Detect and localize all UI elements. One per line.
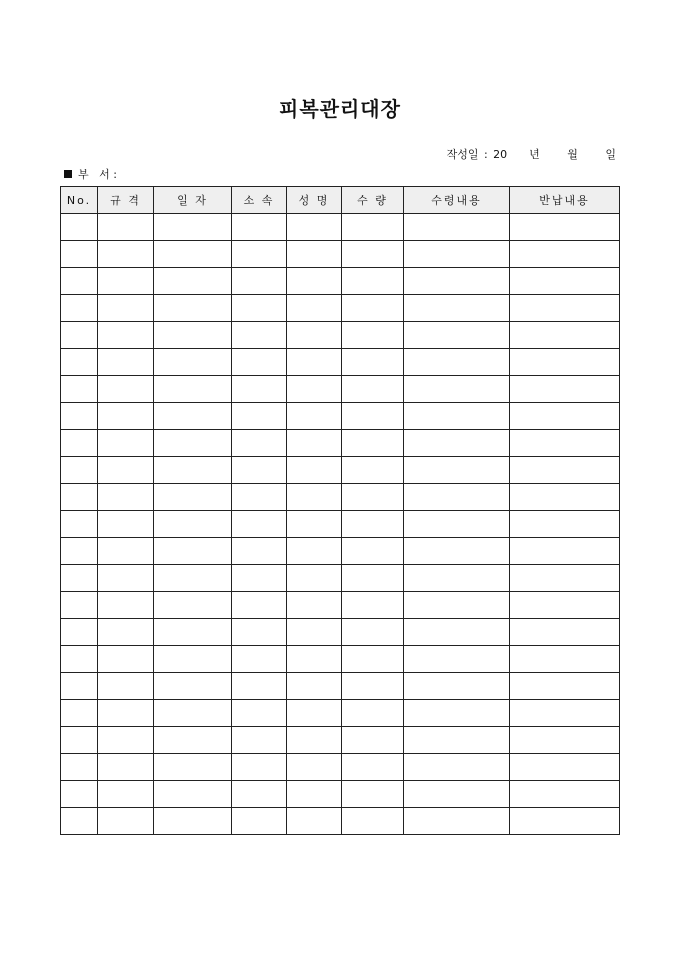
table-cell[interactable] <box>287 295 342 322</box>
table-cell[interactable] <box>232 511 287 538</box>
table-cell[interactable] <box>154 430 232 457</box>
table-row <box>61 322 620 349</box>
table-cell[interactable] <box>98 808 154 835</box>
table-cell[interactable] <box>61 646 98 673</box>
table-cell[interactable] <box>510 457 620 484</box>
table-cell[interactable] <box>404 349 510 376</box>
table-cell[interactable] <box>404 619 510 646</box>
table-cell[interactable] <box>154 511 232 538</box>
table-cell[interactable] <box>61 268 98 295</box>
square-bullet-icon <box>64 170 72 178</box>
table-cell[interactable] <box>154 646 232 673</box>
table-cell[interactable] <box>342 241 404 268</box>
table-cell[interactable] <box>510 241 620 268</box>
table-cell[interactable] <box>61 403 98 430</box>
table-cell[interactable] <box>154 349 232 376</box>
table-cell[interactable] <box>510 295 620 322</box>
table-cell[interactable] <box>154 322 232 349</box>
table-cell[interactable] <box>404 430 510 457</box>
table-cell[interactable] <box>342 592 404 619</box>
table-cell[interactable] <box>404 538 510 565</box>
table-cell[interactable] <box>61 808 98 835</box>
table-row <box>61 565 620 592</box>
table-cell[interactable] <box>404 727 510 754</box>
table-row <box>61 592 620 619</box>
table-cell[interactable] <box>342 565 404 592</box>
table-cell[interactable] <box>98 727 154 754</box>
table-cell[interactable] <box>232 322 287 349</box>
table-cell[interactable] <box>510 403 620 430</box>
table-cell[interactable] <box>510 808 620 835</box>
table-cell[interactable] <box>510 754 620 781</box>
table-cell[interactable] <box>61 538 98 565</box>
table-cell[interactable] <box>61 754 98 781</box>
table-cell[interactable] <box>154 592 232 619</box>
header-quantity: 수 량 <box>342 187 404 214</box>
table-cell[interactable] <box>342 673 404 700</box>
table-cell[interactable] <box>232 214 287 241</box>
table-cell[interactable] <box>98 457 154 484</box>
table-cell[interactable] <box>342 214 404 241</box>
table-cell[interactable] <box>61 430 98 457</box>
header-row <box>61 187 620 214</box>
table-cell[interactable] <box>154 754 232 781</box>
table-row <box>61 619 620 646</box>
table-cell[interactable] <box>287 322 342 349</box>
table-cell[interactable] <box>98 484 154 511</box>
table-cell[interactable] <box>287 619 342 646</box>
table-cell[interactable] <box>61 295 98 322</box>
table-row <box>61 646 620 673</box>
table-cell[interactable] <box>232 295 287 322</box>
table-cell[interactable] <box>154 268 232 295</box>
table-cell[interactable] <box>98 673 154 700</box>
table-cell[interactable] <box>61 484 98 511</box>
table-cell[interactable] <box>510 376 620 403</box>
table-cell[interactable] <box>510 619 620 646</box>
table-cell[interactable] <box>61 511 98 538</box>
table-cell[interactable] <box>61 376 98 403</box>
table-cell[interactable] <box>287 565 342 592</box>
table-cell[interactable] <box>342 268 404 295</box>
table-cell[interactable] <box>404 700 510 727</box>
table-row <box>61 781 620 808</box>
table-cell[interactable] <box>510 268 620 295</box>
table-cell[interactable] <box>154 673 232 700</box>
table-cell[interactable] <box>342 322 404 349</box>
table-cell[interactable] <box>287 457 342 484</box>
table-cell[interactable] <box>287 538 342 565</box>
table-cell[interactable] <box>510 214 620 241</box>
table-cell[interactable] <box>232 376 287 403</box>
header-received: 수령내용 <box>404 187 510 214</box>
table-cell[interactable] <box>232 781 287 808</box>
table-row <box>61 376 620 403</box>
table-row <box>61 511 620 538</box>
table-cell[interactable] <box>232 457 287 484</box>
table-cell[interactable] <box>342 457 404 484</box>
table-cell[interactable] <box>510 700 620 727</box>
table-cell[interactable] <box>510 565 620 592</box>
table-cell[interactable] <box>404 592 510 619</box>
table-cell[interactable] <box>154 241 232 268</box>
table-cell[interactable] <box>98 754 154 781</box>
table-cell[interactable] <box>61 349 98 376</box>
table-row <box>61 349 620 376</box>
table-cell[interactable] <box>342 430 404 457</box>
table-cell[interactable] <box>154 565 232 592</box>
table-cell[interactable] <box>98 511 154 538</box>
table-cell[interactable] <box>98 214 154 241</box>
table-cell[interactable] <box>98 592 154 619</box>
table-cell[interactable] <box>98 646 154 673</box>
table-cell[interactable] <box>287 268 342 295</box>
table-row <box>61 214 620 241</box>
table-cell[interactable] <box>287 403 342 430</box>
table-cell[interactable] <box>61 457 98 484</box>
table-cell[interactable] <box>342 727 404 754</box>
table-cell[interactable] <box>232 241 287 268</box>
table-cell[interactable] <box>510 538 620 565</box>
table-cell[interactable] <box>154 484 232 511</box>
table-cell[interactable] <box>287 754 342 781</box>
table-cell[interactable] <box>154 295 232 322</box>
table-cell[interactable] <box>287 700 342 727</box>
table-cell[interactable] <box>232 430 287 457</box>
table-cell[interactable] <box>404 403 510 430</box>
table-row <box>61 295 620 322</box>
table-cell[interactable] <box>154 214 232 241</box>
table-cell[interactable] <box>232 268 287 295</box>
table-cell[interactable] <box>404 457 510 484</box>
table-cell[interactable] <box>404 565 510 592</box>
header-affiliation: 소 속 <box>232 187 287 214</box>
table-cell[interactable] <box>510 781 620 808</box>
table-cell[interactable] <box>98 430 154 457</box>
table-cell[interactable] <box>342 700 404 727</box>
table-cell[interactable] <box>98 619 154 646</box>
table-cell[interactable] <box>510 349 620 376</box>
table-cell[interactable] <box>61 619 98 646</box>
table-cell[interactable] <box>98 403 154 430</box>
table-cell[interactable] <box>404 511 510 538</box>
table-cell[interactable] <box>342 619 404 646</box>
table-cell[interactable] <box>287 484 342 511</box>
table-cell[interactable] <box>61 565 98 592</box>
table-cell[interactable] <box>61 727 98 754</box>
table-cell[interactable] <box>404 268 510 295</box>
table-cell[interactable] <box>98 268 154 295</box>
header-returned: 반납내용 <box>510 187 620 214</box>
table-cell[interactable] <box>510 673 620 700</box>
header-no: No. <box>61 187 98 214</box>
table-cell[interactable] <box>154 538 232 565</box>
table-row <box>61 241 620 268</box>
table-cell[interactable] <box>342 754 404 781</box>
table-cell[interactable] <box>510 430 620 457</box>
table-cell[interactable] <box>342 538 404 565</box>
table-cell[interactable] <box>287 727 342 754</box>
table-cell[interactable] <box>342 808 404 835</box>
table-row <box>61 808 620 835</box>
table-cell[interactable] <box>232 700 287 727</box>
table-cell[interactable] <box>61 214 98 241</box>
table-cell[interactable] <box>510 322 620 349</box>
table-cell[interactable] <box>98 565 154 592</box>
table-cell[interactable] <box>287 511 342 538</box>
table-cell[interactable] <box>342 403 404 430</box>
table-cell[interactable] <box>342 646 404 673</box>
table-cell[interactable] <box>287 376 342 403</box>
table-row <box>61 268 620 295</box>
table-cell[interactable] <box>404 754 510 781</box>
table-cell[interactable] <box>61 241 98 268</box>
table-cell[interactable] <box>61 592 98 619</box>
table-cell[interactable] <box>404 808 510 835</box>
table-cell[interactable] <box>154 457 232 484</box>
table-row <box>61 484 620 511</box>
table-cell[interactable] <box>61 673 98 700</box>
table-cell[interactable] <box>287 592 342 619</box>
table-cell[interactable] <box>232 484 287 511</box>
table-cell[interactable] <box>61 700 98 727</box>
table-cell[interactable] <box>98 700 154 727</box>
table-cell[interactable] <box>98 538 154 565</box>
table-cell[interactable] <box>154 376 232 403</box>
table-cell[interactable] <box>98 376 154 403</box>
table-cell[interactable] <box>154 808 232 835</box>
table-row <box>61 538 620 565</box>
table-cell[interactable] <box>232 646 287 673</box>
department-label: 부 서 : <box>78 168 117 181</box>
table-cell[interactable] <box>232 619 287 646</box>
table-cell[interactable] <box>287 349 342 376</box>
table-cell[interactable] <box>404 295 510 322</box>
table-cell[interactable] <box>510 484 620 511</box>
table-cell[interactable] <box>61 322 98 349</box>
table-cell[interactable] <box>98 781 154 808</box>
table-cell[interactable] <box>232 673 287 700</box>
table-cell[interactable] <box>232 349 287 376</box>
table-cell[interactable] <box>287 214 342 241</box>
table-row <box>61 673 620 700</box>
clothing-ledger-table <box>60 186 620 835</box>
table-row <box>61 457 620 484</box>
table-cell[interactable] <box>287 241 342 268</box>
header-spec: 규 격 <box>98 187 154 214</box>
table-cell[interactable] <box>342 781 404 808</box>
department-line <box>64 166 117 182</box>
table-cell[interactable] <box>404 484 510 511</box>
table-cell[interactable] <box>510 592 620 619</box>
table-cell[interactable] <box>287 673 342 700</box>
table-cell[interactable] <box>232 754 287 781</box>
header-date: 일 자 <box>154 187 232 214</box>
table-cell[interactable] <box>61 781 98 808</box>
table-cell[interactable] <box>154 619 232 646</box>
table-cell[interactable] <box>510 727 620 754</box>
table-cell[interactable] <box>154 781 232 808</box>
table-cell[interactable] <box>232 565 287 592</box>
table-cell[interactable] <box>404 322 510 349</box>
table-cell[interactable] <box>342 511 404 538</box>
table-cell[interactable] <box>287 808 342 835</box>
table-cell[interactable] <box>98 322 154 349</box>
header-name: 성 명 <box>287 187 342 214</box>
table-row <box>61 754 620 781</box>
table-cell[interactable] <box>287 430 342 457</box>
table-cell[interactable] <box>287 646 342 673</box>
table-row <box>61 700 620 727</box>
table-cell[interactable] <box>98 241 154 268</box>
table-cell[interactable] <box>404 241 510 268</box>
form-title: 피복관리대장 <box>279 97 401 121</box>
table-cell[interactable] <box>232 727 287 754</box>
table-cell[interactable] <box>154 403 232 430</box>
created-date-line: 작성일 : 20 년 월 일 <box>446 148 616 161</box>
table-cell[interactable] <box>154 727 232 754</box>
table-cell[interactable] <box>342 349 404 376</box>
table-cell[interactable] <box>510 646 620 673</box>
table-cell[interactable] <box>98 349 154 376</box>
table-row <box>61 727 620 754</box>
table-cell[interactable] <box>232 592 287 619</box>
table-cell[interactable] <box>404 376 510 403</box>
table-cell[interactable] <box>404 646 510 673</box>
table-cell[interactable] <box>510 511 620 538</box>
table-cell[interactable] <box>404 214 510 241</box>
table-row <box>61 403 620 430</box>
table-cell[interactable] <box>404 781 510 808</box>
table-cell[interactable] <box>98 295 154 322</box>
table-cell[interactable] <box>342 484 404 511</box>
table-cell[interactable] <box>232 538 287 565</box>
table-cell[interactable] <box>232 403 287 430</box>
table-row <box>61 430 620 457</box>
table-cell[interactable] <box>232 808 287 835</box>
table-cell[interactable] <box>287 781 342 808</box>
table-cell[interactable] <box>342 295 404 322</box>
table-cell[interactable] <box>404 673 510 700</box>
table-cell[interactable] <box>154 700 232 727</box>
table-cell[interactable] <box>342 376 404 403</box>
